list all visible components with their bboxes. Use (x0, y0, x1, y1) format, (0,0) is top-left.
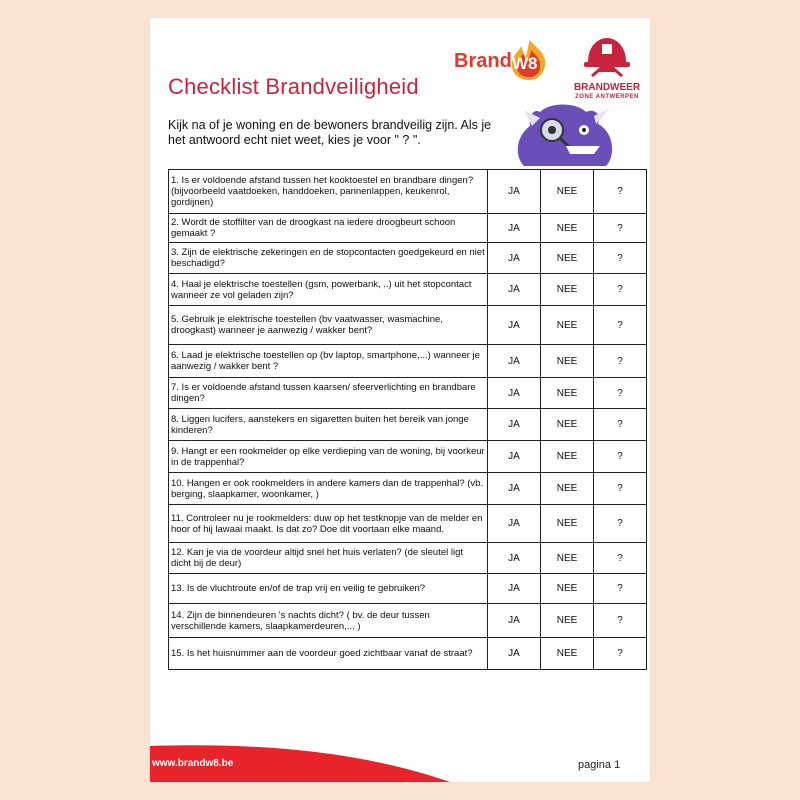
brandweer-logo-line2: ZONE ANTWERPEN (575, 94, 639, 100)
footer-website-link[interactable]: www.brandw8.be (152, 758, 234, 769)
answer-unknown-cell[interactable]: ? (594, 409, 647, 441)
answer-nee-cell[interactable]: NEE (541, 574, 594, 604)
answer-nee-cell[interactable]: NEE (541, 306, 594, 345)
answer-nee-cell[interactable]: NEE (541, 441, 594, 473)
answer-nee-cell[interactable]: NEE (541, 214, 594, 243)
answer-nee-cell[interactable]: NEE (541, 378, 594, 409)
checklist-row (169, 543, 647, 574)
question-text: 10. Hangen er ook rookmelders in andere kamers dan de trappenhal? (vb. berging, slaapkamer, woonkamer, ) (169, 473, 488, 505)
answer-unknown-cell[interactable]: ? (594, 604, 647, 638)
answer-ja-cell[interactable]: JA (488, 214, 541, 243)
brandw8-logo-word: Brand (454, 50, 512, 72)
question-text: 4. Haal je elektrische toestellen (gsm, powerbank, ..) uit het stopcontact wanneer ze vol geladen zijn? (169, 274, 488, 306)
checklist-row (169, 378, 647, 409)
answer-unknown-cell[interactable]: ? (594, 441, 647, 473)
question-text: 3. Zijn de elektrische zekeringen en de stopcontacten goedgekeurd en niet beschadigd? (169, 243, 488, 274)
answer-unknown-cell[interactable]: ? (594, 473, 647, 505)
answer-unknown-cell[interactable]: ? (594, 378, 647, 409)
checklist-row (169, 306, 647, 345)
answer-unknown-cell[interactable]: ? (594, 638, 647, 670)
answer-ja-cell[interactable]: JA (488, 243, 541, 274)
question-text: 14. Zijn de binnendeuren 's nachts dicht? ( bv. de deur tussen verschillende kamers, slaapkamerdeuren,... ) (169, 604, 488, 638)
answer-ja-cell[interactable]: JA (488, 274, 541, 306)
checklist-row (169, 409, 647, 441)
question-text: 12. Kan je via de voordeur altijd snel het huis verlaten? (de sleutel ligt dicht bij de deur) (169, 543, 488, 574)
question-text: 11. Controleer nu je rookmelders: duw op het testknopje van de melder en hoor of hij lawaai maakt. Is dat zo? Doe dit voortaan elke maand. (169, 505, 488, 543)
question-text: 5. Gebruik je elektrische toestellen (bv vaatwasser, wasmachine, droogkast) wanneer je aanwezig / wakker bent? (169, 306, 488, 345)
question-text: 13. Is de vluchtroute en/of de trap vrij en veilig te gebruiken? (169, 574, 488, 604)
document-page (150, 18, 650, 782)
answer-unknown-cell[interactable]: ? (594, 345, 647, 378)
checklist-table (168, 169, 647, 670)
answer-unknown-cell[interactable]: ? (594, 274, 647, 306)
answer-ja-cell[interactable]: JA (488, 441, 541, 473)
answer-nee-cell[interactable]: NEE (541, 170, 594, 214)
answer-ja-cell[interactable]: JA (488, 604, 541, 638)
monster-mascot-icon (510, 96, 620, 170)
checklist-row (169, 505, 647, 543)
checklist-row (169, 274, 647, 306)
checklist-row (169, 604, 647, 638)
answer-nee-cell[interactable]: NEE (541, 638, 594, 670)
answer-ja-cell[interactable]: JA (488, 543, 541, 574)
answer-ja-cell[interactable]: JA (488, 473, 541, 505)
question-text: 15. Is het huisnummer aan de voordeur goed zichtbaar vanaf de straat? (169, 638, 488, 670)
answer-unknown-cell[interactable]: ? (594, 214, 647, 243)
answer-ja-cell[interactable]: JA (488, 409, 541, 441)
firefighter-helmet-icon (582, 32, 632, 82)
answer-ja-cell[interactable]: JA (488, 306, 541, 345)
brandweer-logo-line1: BRANDWEER (573, 82, 641, 93)
answer-nee-cell[interactable]: NEE (541, 505, 594, 543)
checklist-row (169, 441, 647, 473)
answer-ja-cell[interactable]: JA (488, 170, 541, 214)
checklist-row (169, 214, 647, 243)
checklist-row (169, 574, 647, 604)
answer-ja-cell[interactable]: JA (488, 638, 541, 670)
answer-nee-cell[interactable]: NEE (541, 473, 594, 505)
answer-nee-cell[interactable]: NEE (541, 543, 594, 574)
question-text: 8. Liggen lucifers, aanstekers en sigaretten buiten het bereik van jonge kinderen? (169, 409, 488, 441)
intro-text: Kijk na of je woning en de bewoners brandveilig zijn. Als je het antwoord echt niet weet, kies je voor " ? ". (168, 118, 492, 147)
answer-unknown-cell[interactable]: ? (594, 243, 647, 274)
answer-ja-cell[interactable]: JA (488, 378, 541, 409)
answer-unknown-cell[interactable]: ? (594, 170, 647, 214)
page-title: Checklist Brandveiligheid (168, 74, 419, 99)
answer-ja-cell[interactable]: JA (488, 574, 541, 604)
answer-unknown-cell[interactable]: ? (594, 505, 647, 543)
answer-nee-cell[interactable]: NEE (541, 243, 594, 274)
checklist-row (169, 170, 647, 214)
brandw8-logo-mark: W8 (512, 54, 538, 73)
brandw8-logo (450, 34, 560, 84)
question-text: 2. Wordt de stoffilter van de droogkast na iedere droogbeurt schoon gemaakt ? (169, 214, 488, 243)
answer-nee-cell[interactable]: NEE (541, 274, 594, 306)
question-text: 7. Is er voldoende afstand tussen kaarsen/ sfeerverlichting en brandbare dingen? (169, 378, 488, 409)
answer-unknown-cell[interactable]: ? (594, 306, 647, 345)
question-text: 1. Is er voldoende afstand tussen het kooktoestel en brandbare dingen? (bijvoorbeeld vaatdoeken, handdoeken, pannenlappen, keukenrol, gordijnen) (169, 170, 488, 214)
question-text: 9. Hangt er een rookmelder op elke verdieping van de woning, bij voorkeur in de trappenhal? (169, 441, 488, 473)
checklist-row (169, 638, 647, 670)
question-text: 6. Laad je elektrische toestellen op (bv laptop, smartphone,...) wanneer je aanwezig / wakker bent ? (169, 345, 488, 378)
checklist-row (169, 243, 647, 274)
answer-ja-cell[interactable]: JA (488, 505, 541, 543)
checklist-row (169, 345, 647, 378)
answer-ja-cell[interactable]: JA (488, 345, 541, 378)
answer-nee-cell[interactable]: NEE (541, 409, 594, 441)
answer-nee-cell[interactable]: NEE (541, 604, 594, 638)
page-number: pagina 1 (578, 759, 621, 771)
checklist-row (169, 473, 647, 505)
answer-nee-cell[interactable]: NEE (541, 345, 594, 378)
answer-unknown-cell[interactable]: ? (594, 574, 647, 604)
answer-unknown-cell[interactable]: ? (594, 543, 647, 574)
